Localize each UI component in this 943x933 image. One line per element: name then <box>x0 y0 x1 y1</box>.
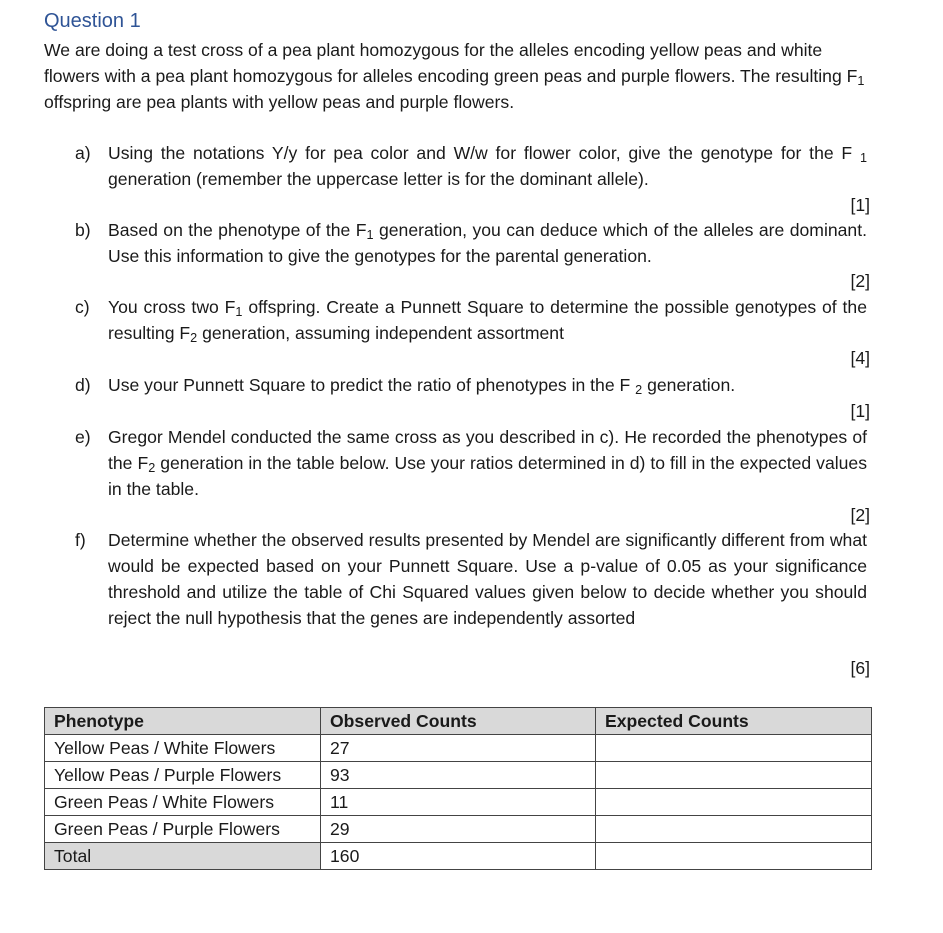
part-c <box>75 294 867 346</box>
header-expected: Expected Counts <box>596 708 872 735</box>
part-text: Based on the phenotype of the $F_1$ generation, you can deduce which of the alleles are dominant. Use this information to give the genotypes for the parental generation. <box>108 220 867 266</box>
part-letter: d) <box>75 375 91 395</box>
phenotype-cell: Green Peas / White Flowers <box>45 789 321 816</box>
part-a <box>75 140 867 192</box>
part-letter: b) <box>75 220 91 240</box>
observed-cell: 11 <box>321 789 596 816</box>
part-text: Determine whether the observed results presented by Mendel are significantly different from what would be expected based on your Punnett Square. Use a p-value of 0.05 as your significance threshold and utilize the table of Chi Squared values given below to decide whether you should reject the null hypothesis that the genes are independently assorted <box>108 530 867 628</box>
observed-cell: 27 <box>321 735 596 762</box>
part-d <box>75 372 867 398</box>
part-a-marks: [1] <box>850 195 870 215</box>
part-c-marks: [4] <box>850 348 870 368</box>
part-e-marks: [2] <box>850 505 870 525</box>
table-row <box>45 762 872 789</box>
part-letter: f) <box>75 530 86 550</box>
part-letter: a) <box>75 143 91 163</box>
part-text: Use your Punnett Square to predict the ratio of phenotypes in the F $_2$ generation. <box>108 375 736 398</box>
part-text: You cross two $F_1$ offspring. Create a Punnett Square to determine the possible genotypes of the resulting $F_2$ generation, assuming independent assortment <box>108 297 868 346</box>
table-total-row <box>45 843 872 870</box>
expected-cell[interactable] <box>596 762 872 789</box>
table-row <box>45 735 872 762</box>
part-letter: c) <box>75 297 90 317</box>
question-intro: We are doing a test cross of a pea plant homozygous for the alleles encoding yellow peas and white flowers with a pea plant homozygous for alleles encoding green peas and purple flowers. The resulting $F_1$ offspring are pea plants with yellow peas and purple flowers. <box>44 40 865 112</box>
expected-cell[interactable] <box>596 816 872 843</box>
question-title: Question 1 <box>44 10 141 32</box>
observed-cell: 93 <box>321 762 596 789</box>
part-f-marks: [6] <box>850 658 870 678</box>
total-label-cell: Total <box>45 843 321 870</box>
part-letter: e) <box>75 427 91 447</box>
counts-table <box>44 707 872 870</box>
expected-cell[interactable] <box>596 735 872 762</box>
total-observed-cell: 160 <box>321 843 596 870</box>
observed-cell: 29 <box>321 816 596 843</box>
part-text: Gregor Mendel conducted the same cross as you described in c). He recorded the phenotypes of the $F_2$ generation in the table below. Use your ratios determined in d) to fill in the expected values in the table. <box>108 427 868 499</box>
part-b-marks: [2] <box>850 271 870 291</box>
phenotype-cell: Yellow Peas / White Flowers <box>45 735 321 762</box>
part-f <box>75 527 867 631</box>
table-row <box>45 816 872 843</box>
phenotype-cell: Yellow Peas / Purple Flowers <box>45 762 321 789</box>
part-d-marks: [1] <box>850 401 870 421</box>
part-b <box>75 217 867 269</box>
table-header-row <box>45 708 872 735</box>
phenotype-cell: Green Peas / Purple Flowers <box>45 816 321 843</box>
total-expected-cell[interactable] <box>596 843 872 870</box>
header-phenotype: Phenotype <box>45 708 321 735</box>
part-text: Using the notations Y/y for pea color and W/w for flower color, give the genotype for the F $_1$ generation (remember the uppercase letter is for the dominant allele). <box>108 143 867 189</box>
expected-cell[interactable] <box>596 789 872 816</box>
header-observed: Observed Counts <box>321 708 596 735</box>
table-row <box>45 789 872 816</box>
part-e <box>75 424 867 502</box>
